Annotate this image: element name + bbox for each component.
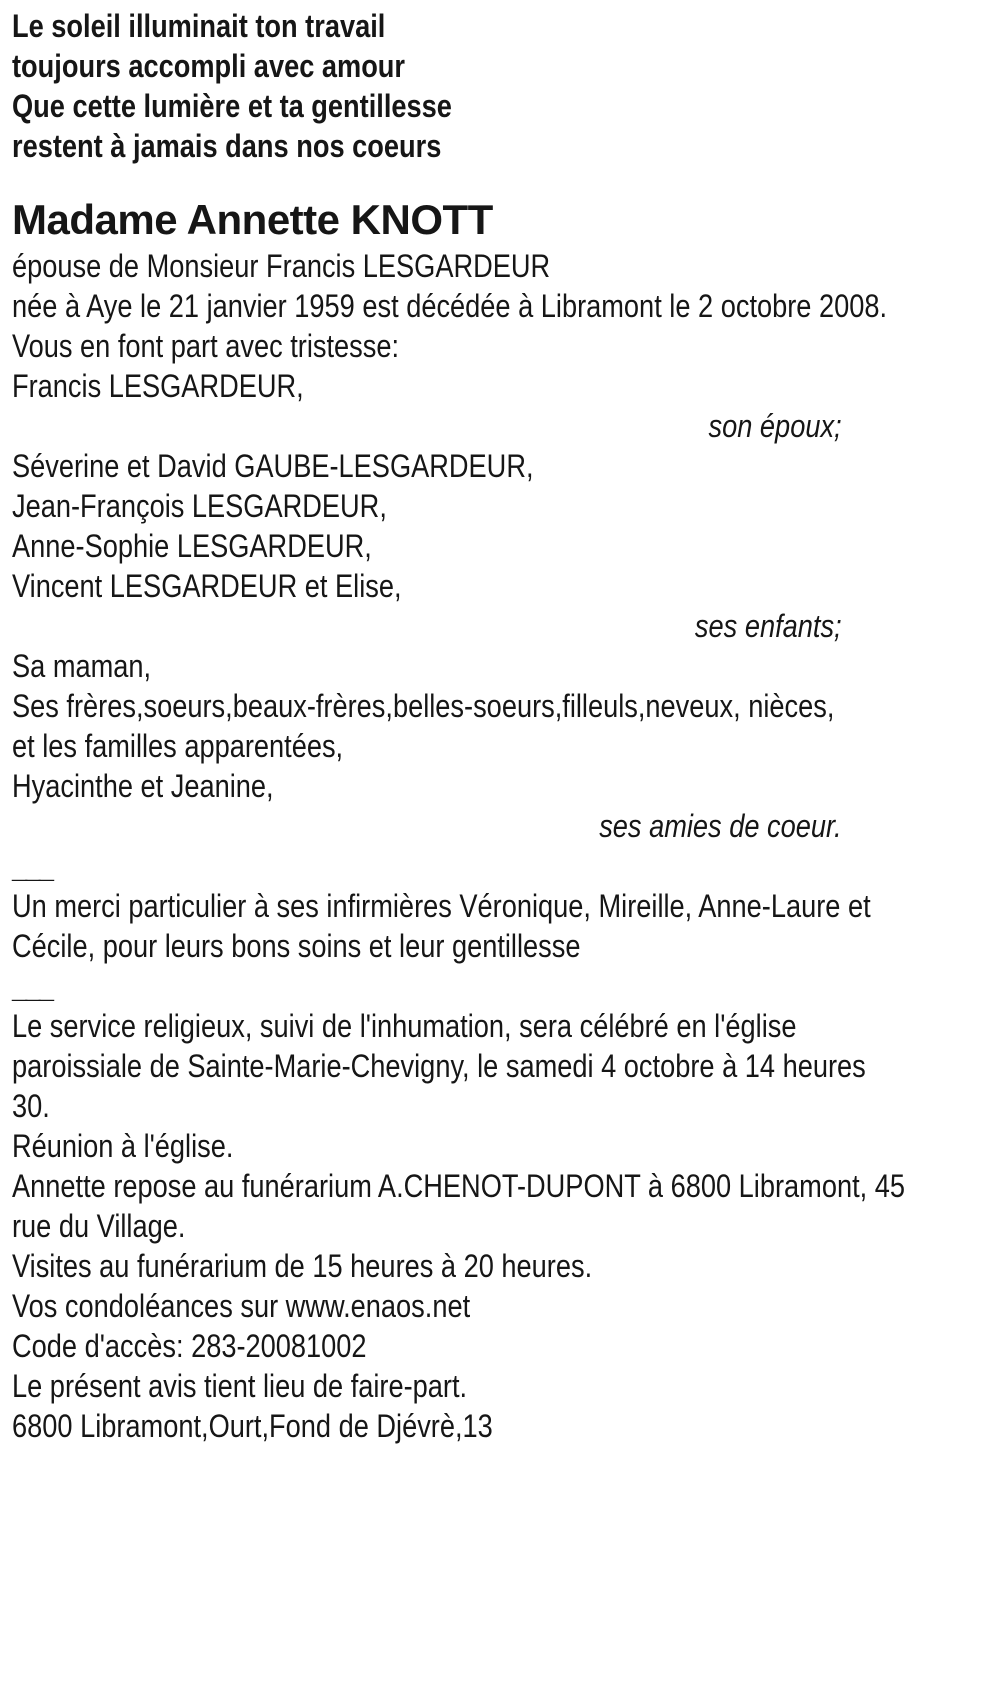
deceased-name-title: Madame Annette KNOTT: [12, 196, 493, 243]
address-line: 6800 Libramont,Ourt,Fond de Djévrè,13: [12, 1408, 493, 1444]
family-member-name: Anne-Sophie LESGARDEUR,: [12, 528, 372, 564]
relation-label-friends: ses amies de coeur.: [599, 808, 842, 844]
announcement-line: Vous en font part avec tristesse:: [12, 328, 400, 364]
family-member-name: Vincent LESGARDEUR et Elise,: [12, 568, 402, 604]
thanks-paragraph: [12, 886, 988, 966]
reunion-line: Réunion à l'église.: [12, 1128, 234, 1164]
birth-death-line: née à Aye le 21 janvier 1959 est décédée à Libramont le 2 octobre 2008.: [12, 288, 888, 324]
epitaph-line-3: Que cette lumière et ta gentillesse: [12, 88, 452, 124]
family-member-name: Ses frères,soeurs,beaux-frères,belles-soeurs,filleuls,neveux, nièces,: [12, 688, 835, 724]
epitaph-line-1: Le soleil illuminait ton travail: [12, 8, 386, 44]
family-member-name: Sa maman,: [12, 648, 152, 684]
family-group-relatives: [12, 646, 988, 846]
access-code-line: Code d'accès: 283-20081002: [12, 1328, 367, 1364]
epitaph-verse: [12, 6, 988, 166]
thanks-line-1: Un merci particulier à ses infirmières Véronique, Mireille, Anne-Laure et: [12, 888, 871, 924]
thanks-line-2: Cécile, pour leurs bons soins et leur gentillesse: [12, 928, 581, 964]
section-separator: ___: [12, 968, 53, 1004]
family-member-name: Séverine et David GAUBE-LESGARDEUR,: [12, 448, 534, 484]
family-member-name: Hyacinthe et Jeanine,: [12, 768, 274, 804]
repose-line-2: rue du Village.: [12, 1208, 186, 1244]
ceremony-line-2: paroissiale de Sainte-Marie-Chevigny, le samedi 4 octobre à 14 heures: [12, 1048, 866, 1084]
epitaph-line-4: restent à jamais dans nos coeurs: [12, 128, 442, 164]
relation-label-children: ses enfants;: [694, 608, 842, 644]
family-group-spouse: [12, 366, 988, 446]
family-group-children: [12, 446, 988, 646]
family-member-name: Francis LESGARDEUR,: [12, 368, 304, 404]
repose-paragraph: [12, 1166, 988, 1246]
condolences-line: Vos condoléances sur www.enaos.net: [12, 1288, 471, 1324]
ceremony-paragraph: [12, 1006, 988, 1126]
section-separator: ___: [12, 848, 53, 884]
relation-label-spouse: son époux;: [708, 408, 842, 444]
ceremony-line-3: 30.: [12, 1088, 50, 1124]
family-member-name: et les familles apparentées,: [12, 728, 344, 764]
repose-line-1: Annette repose au funérarium A.CHENOT-DUPONT à 6800 Libramont, 45: [12, 1168, 906, 1204]
visits-line: Visites au funérarium de 15 heures à 20 heures.: [12, 1248, 593, 1284]
ceremony-line-1: Le service religieux, suivi de l'inhumation, sera célébré en l'église: [12, 1008, 797, 1044]
spouse-line: épouse de Monsieur Francis LESGARDEUR: [12, 248, 551, 284]
family-member-name: Jean-François LESGARDEUR,: [12, 488, 387, 524]
faire-part-line: Le présent avis tient lieu de faire-part.: [12, 1368, 468, 1404]
epitaph-line-2: toujours accompli avec amour: [12, 48, 406, 84]
